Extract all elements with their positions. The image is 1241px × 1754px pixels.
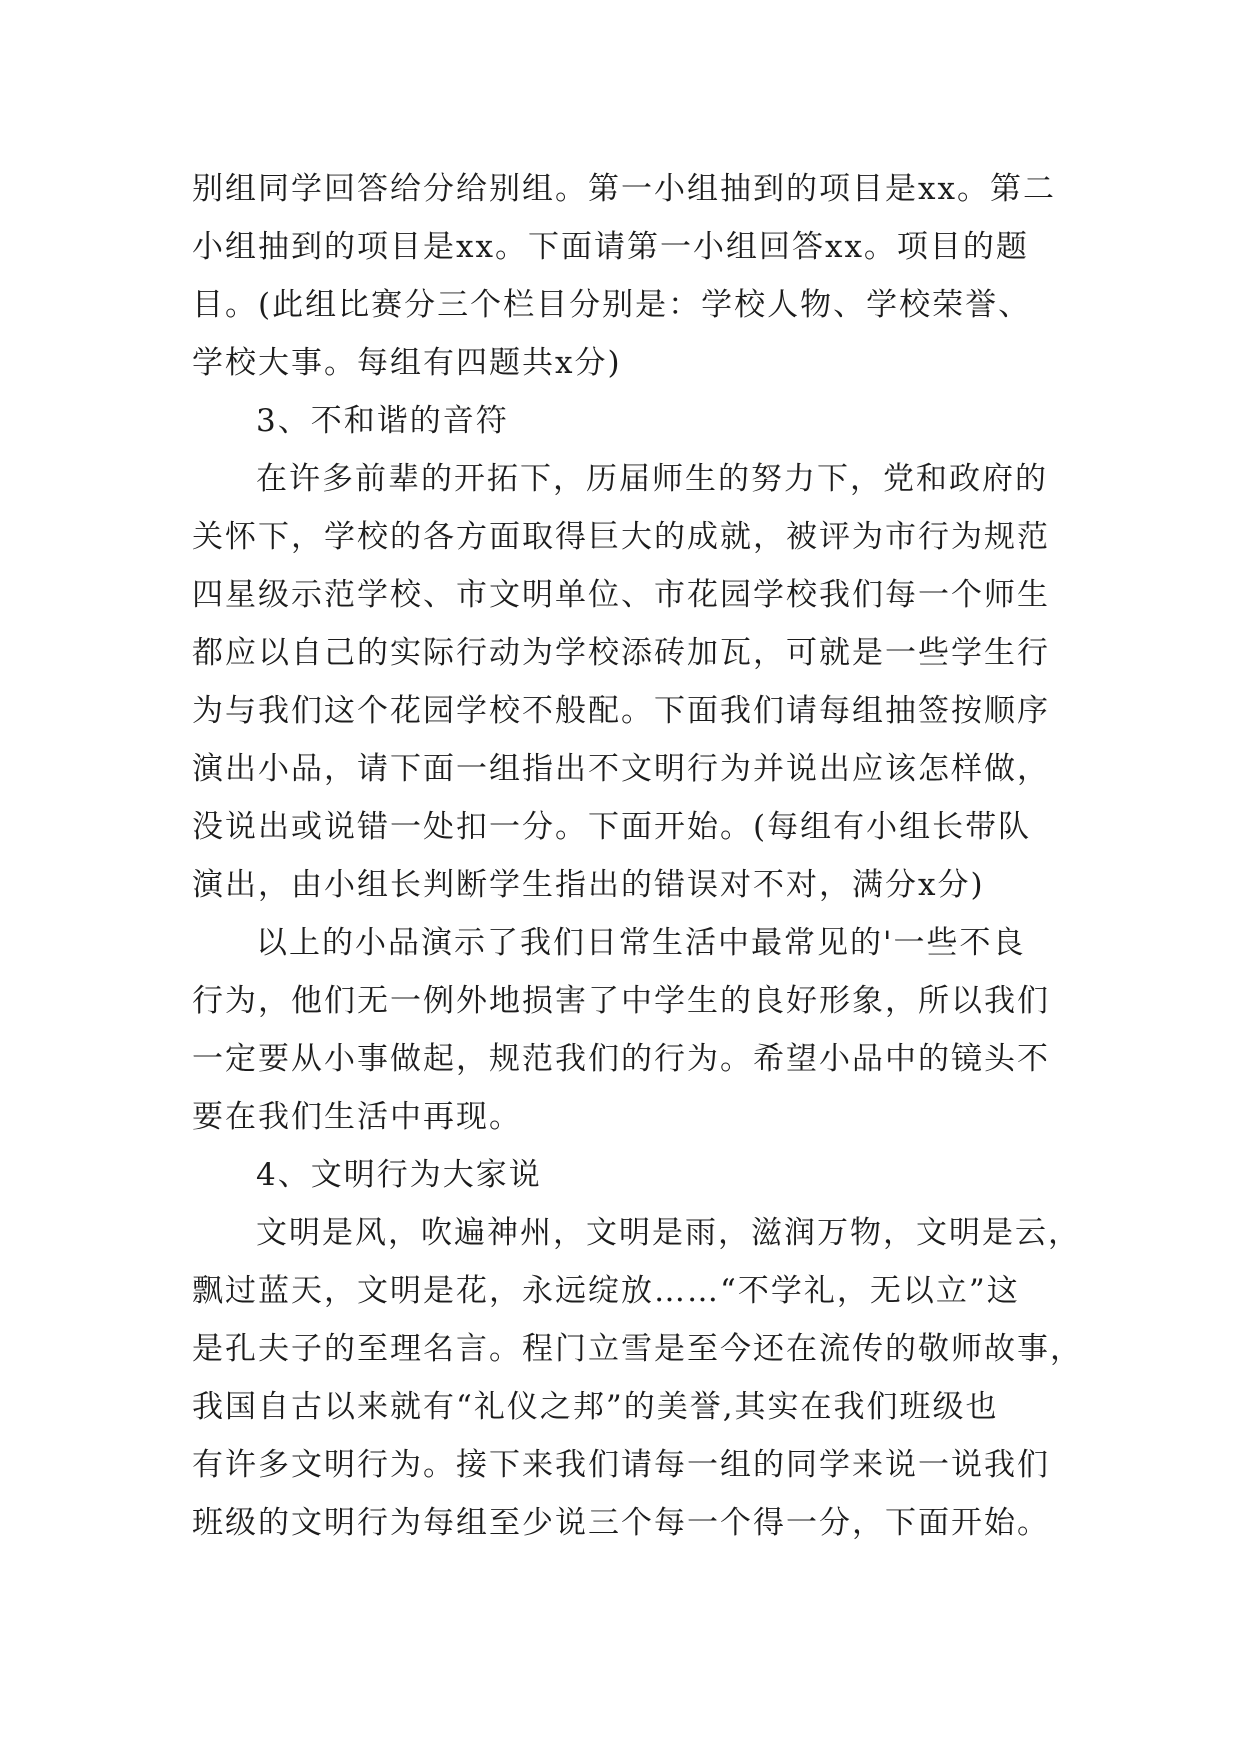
body-text-line: 没说出或说错一处扣一分。下面开始。(每组有小组长带队	[192, 809, 1032, 845]
body-text-line: 有许多文明行为。接下来我们请每一组的同学来说一说我们	[192, 1447, 1050, 1483]
body-text-line: 以上的小品演示了我们日常生活中最常见的'一些不良	[256, 925, 1026, 961]
body-text-line: 一定要从小事做起，规范我们的行为。希望小品中的镜头不	[192, 1041, 1050, 1077]
body-text-line: 四星级示范学校、市文明单位、市花园学校我们每一个师生	[192, 577, 1050, 613]
body-text-line: 文明是风，吹遍神州，文明是雨，滋润万物，文明是云，	[256, 1215, 1081, 1251]
body-text-line: 都应以自己的实际行动为学校添砖加瓦，可就是一些学生行	[192, 635, 1050, 671]
body-text-line: 我国自古以来就有“礼仪之邦”的美誉,其实在我们班级也	[192, 1389, 999, 1425]
body-text-line: 行为，他们无一例外地损害了中学生的良好形象，所以我们	[192, 983, 1050, 1019]
section-heading: 4、文明行为大家说	[256, 1157, 542, 1193]
body-text-line: 在许多前辈的开拓下，历届师生的努力下，党和政府的	[256, 461, 1048, 497]
section-heading: 3、不和谐的音符	[256, 403, 509, 439]
body-text-line: 要在我们生活中再现。	[192, 1099, 522, 1135]
body-text-line: 是孔夫子的至理名言。程门立雪是至今还在流传的敬师故事，	[192, 1331, 1083, 1367]
body-text-line: 学校大事。每组有四题共x分)	[192, 345, 622, 381]
body-text-line: 为与我们这个花园学校不般配。下面我们请每组抽签按顺序	[192, 693, 1050, 729]
body-text-line: 演出小品，请下面一组指出不文明行为并说出应该怎样做，	[192, 751, 1050, 787]
body-text-line: 演出，由小组长判断学生指出的错误对不对，满分x分)	[192, 867, 985, 903]
document-body	[192, 160, 1083, 1552]
body-text-line: 班级的文明行为每组至少说三个每一个得一分，下面开始。	[192, 1505, 1050, 1541]
body-text-line: 目。(此组比赛分三个栏目分别是：学校人物、学校荣誉、	[192, 287, 1032, 323]
body-text-line: 关怀下，学校的各方面取得巨大的成就，被评为市行为规范	[192, 519, 1050, 555]
body-text-line: 别组同学回答给分给别组。第一小组抽到的项目是xx。第二	[192, 171, 1056, 207]
body-text-line: 飘过蓝天，文明是花，永远绽放……“不学礼，无以立”这	[192, 1273, 1020, 1309]
body-text-line: 小组抽到的项目是xx。下面请第一小组回答xx。项目的题	[192, 229, 1029, 265]
